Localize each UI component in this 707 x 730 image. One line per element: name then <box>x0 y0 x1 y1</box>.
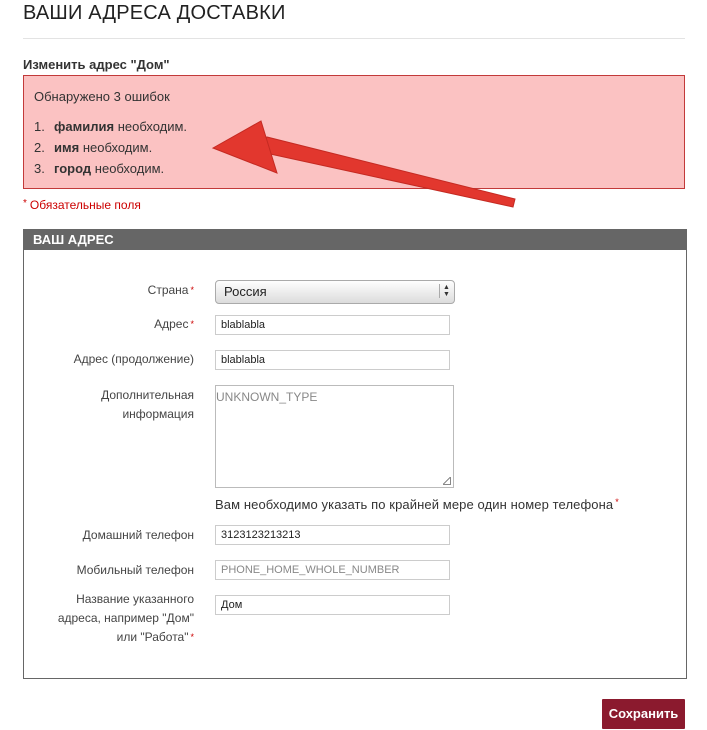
error-field: имя <box>54 140 80 155</box>
error-item <box>34 119 187 140</box>
phone-requirement-note: Вам необходимо указать по крайней мере один номер телефона * <box>215 497 619 512</box>
error-message: необходим. <box>117 119 188 134</box>
address2-input[interactable]: blablabla <box>215 350 450 370</box>
error-message: необходим. <box>94 161 165 176</box>
home-phone-input[interactable]: 3123123213213 <box>215 525 450 545</box>
required-fields-note <box>23 198 141 212</box>
required-star: * <box>190 632 194 642</box>
error-message: необходим. <box>82 140 153 155</box>
country-select[interactable] <box>215 280 455 304</box>
error-list <box>34 119 187 182</box>
error-field: фамилия <box>54 119 115 134</box>
other-info-text: UNKNOWN_TYPE <box>216 390 318 404</box>
edit-address-heading: Изменить адрес "Дом" <box>23 57 170 72</box>
required-star: * <box>23 198 27 209</box>
country-select-value: Россия <box>224 284 267 299</box>
error-item <box>34 161 187 182</box>
address-panel <box>23 229 687 679</box>
country-label: Страна * <box>147 283 194 297</box>
mobile-phone-label: Мобильный телефон <box>76 563 194 577</box>
error-summary: Обнаружено 3 ошибок <box>34 89 170 104</box>
error-number: 1. <box>34 119 45 134</box>
other-info-textarea[interactable] <box>215 385 454 488</box>
updown-arrows-icon: ▲ ▼ <box>439 284 451 298</box>
mobile-phone-input[interactable]: PHONE_HOME_WHOLE_NUMBER <box>215 560 450 580</box>
alias-input[interactable]: Дом <box>215 595 450 615</box>
resize-handle-icon[interactable] <box>443 477 451 485</box>
error-number: 2. <box>34 140 45 155</box>
required-star: * <box>190 285 194 295</box>
home-phone-label: Домашний телефон <box>82 528 194 542</box>
page-title: ВАШИ АДРЕСА ДОСТАВКИ <box>23 2 286 24</box>
error-item <box>34 140 187 161</box>
title-divider <box>23 38 685 39</box>
address-label: Адрес * <box>154 317 194 331</box>
required-fields-text: Обязательные поля <box>29 198 141 212</box>
other-info-label: Дополнительная информация <box>101 388 194 421</box>
alias-label: Название указанного адреса, например "Дом" или "Работа" * <box>57 592 194 644</box>
error-field: город <box>54 161 92 176</box>
required-star: * <box>190 319 194 329</box>
annotation-arrow-icon <box>195 115 525 215</box>
required-star: * <box>615 497 619 507</box>
error-number: 3. <box>34 161 45 176</box>
address-input[interactable]: blablabla <box>215 315 450 335</box>
address2-label: Адрес (продолжение) <box>73 352 194 366</box>
save-button[interactable]: Сохранить <box>602 699 685 729</box>
panel-header: ВАШ АДРЕС <box>24 229 686 250</box>
